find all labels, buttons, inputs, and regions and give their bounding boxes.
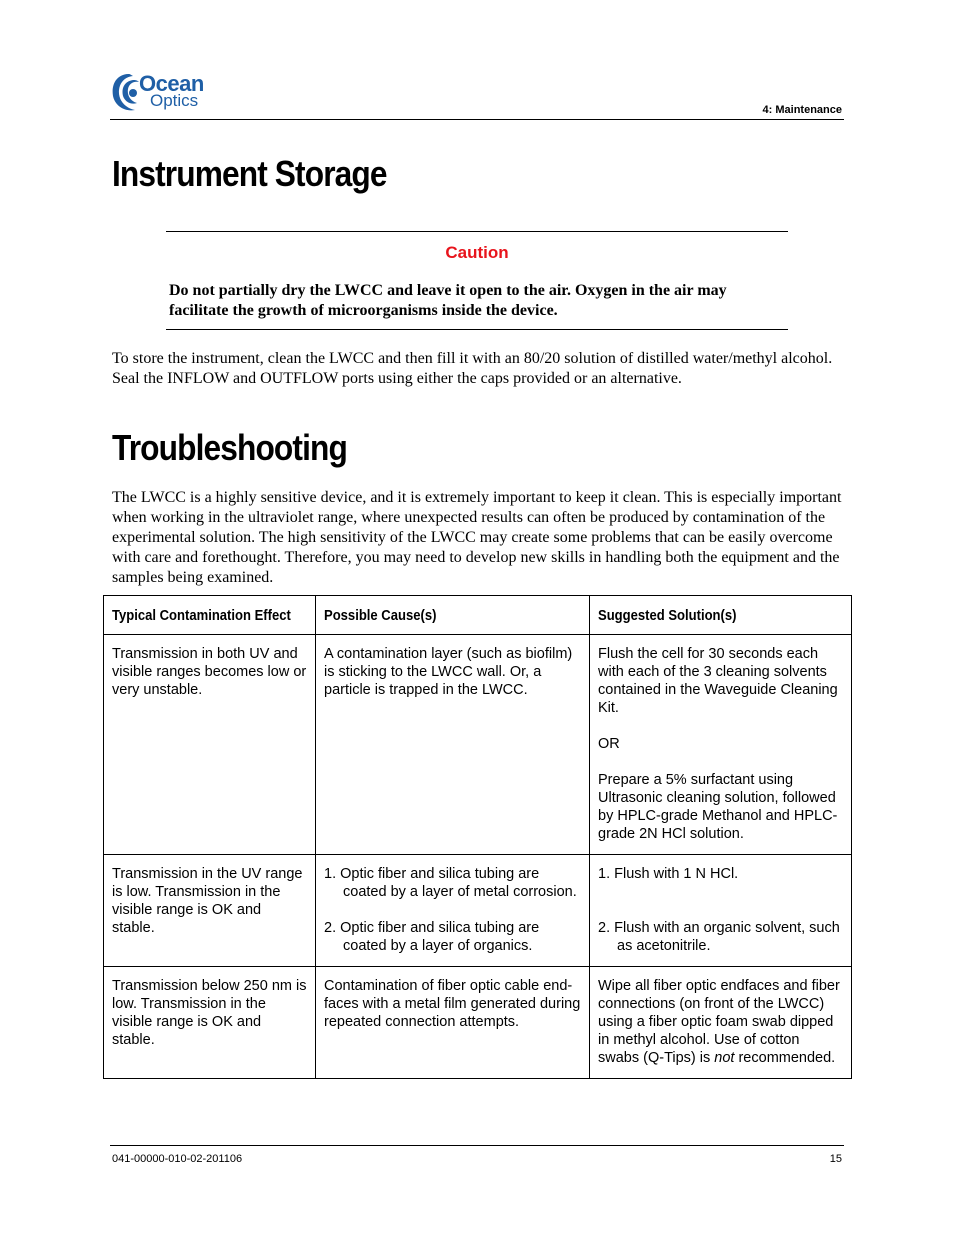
- troubleshooting-table: [103, 595, 852, 1079]
- table-row: [104, 967, 852, 1079]
- ocean-optics-logo: [109, 68, 229, 116]
- table-row: [104, 635, 852, 855]
- troubleshooting-paragraph: The LWCC is a highly sensitive device, and it is extremely important to keep it clean. This is especially important when working in the ultraviolet range, where unexpected results can often be produced by contamination of the experimental solution. The high sensitivity of the LWCC may create some problems that can be easily overcome with care and forethought. Therefore, you may need to develop new skills in handling both the equipment and the samples being examined.: [112, 489, 842, 586]
- header-divider: [110, 119, 844, 120]
- cell-effect: Transmission below 250 nm is low. Transmission in the visible range is OK and stable.: [104, 967, 316, 1079]
- caution-text: Do not partially dry the LWCC and leave it open to the air. Oxygen in the air may facilitate the growth of microorganisms inside the device.: [169, 282, 727, 319]
- footer-page-number: 15: [829, 1153, 842, 1165]
- column-header-effect: Typical Contamination Effect: [104, 596, 316, 635]
- caution-box: [166, 231, 788, 330]
- caution-title: Caution: [445, 243, 509, 262]
- cell-cause: Contamination of fiber optic cable end-faces with a metal film generated during repeated connection attempts.: [316, 967, 590, 1079]
- heading-instrument-storage: Instrument Storage: [112, 153, 387, 194]
- logo-word-ocean: Ocean: [139, 71, 204, 96]
- emphasis-not: not: [714, 1050, 735, 1066]
- footer-divider: [110, 1145, 844, 1146]
- caution-top-rule: [166, 231, 788, 232]
- storage-paragraph: To store the instrument, clean the LWCC and then fill it with an 80/20 solution of distilled water/methyl alcohol. Seal the INFLOW and OUTFLOW ports using either the caps provided or an alternative.: [112, 350, 833, 387]
- section-label: 4: Maintenance: [762, 104, 842, 116]
- cell-solution: Wipe all fiber optic endfaces and fiber connections (on front of the LWCC) using a fiber optic foam swab dipped in methyl alcohol. Use of cotton swabs (Q-Tips) is not recommended.: [590, 967, 852, 1079]
- cell-effect: Transmission in both UV and visible ranges becomes low or very unstable.: [104, 635, 316, 855]
- caution-bottom-rule: [166, 329, 788, 330]
- table-header-row: [104, 596, 852, 635]
- table-row: [104, 855, 852, 967]
- cell-cause: A contamination layer (such as biofilm) is sticking to the LWCC wall. Or, a particle is trapped in the LWCC.: [316, 635, 590, 855]
- column-header-solution: Suggested Solution(s): [590, 596, 852, 635]
- cell-cause: 1. Optic fiber and silica tubing are coated by a layer of metal corrosion. 2. Optic fiber and silica tubing are coated by a layer of organics.: [316, 855, 590, 967]
- column-header-cause: Possible Cause(s): [316, 596, 590, 635]
- cell-solution: Flush the cell for 30 seconds each with each of the 3 cleaning solvents contained in the Waveguide Cleaning Kit. OR Prepare a 5% surfactant using Ultrasonic cleaning solution, followed by HPLC-grade Methanol and HPLC-grade 2N HCl solution.: [590, 635, 852, 855]
- cell-effect: Transmission in the UV range is low. Transmission in the visible range is OK and stable.: [104, 855, 316, 967]
- cell-solution: 1. Flush with 1 N HCl. 2. Flush with an organic solvent, such as acetonitrile.: [590, 855, 852, 967]
- heading-troubleshooting: Troubleshooting: [112, 427, 347, 468]
- solution-or: OR: [598, 736, 620, 752]
- logo-word-optics: Optics: [150, 91, 199, 110]
- footer-document-number: 041-00000-010-02-201106: [112, 1153, 243, 1165]
